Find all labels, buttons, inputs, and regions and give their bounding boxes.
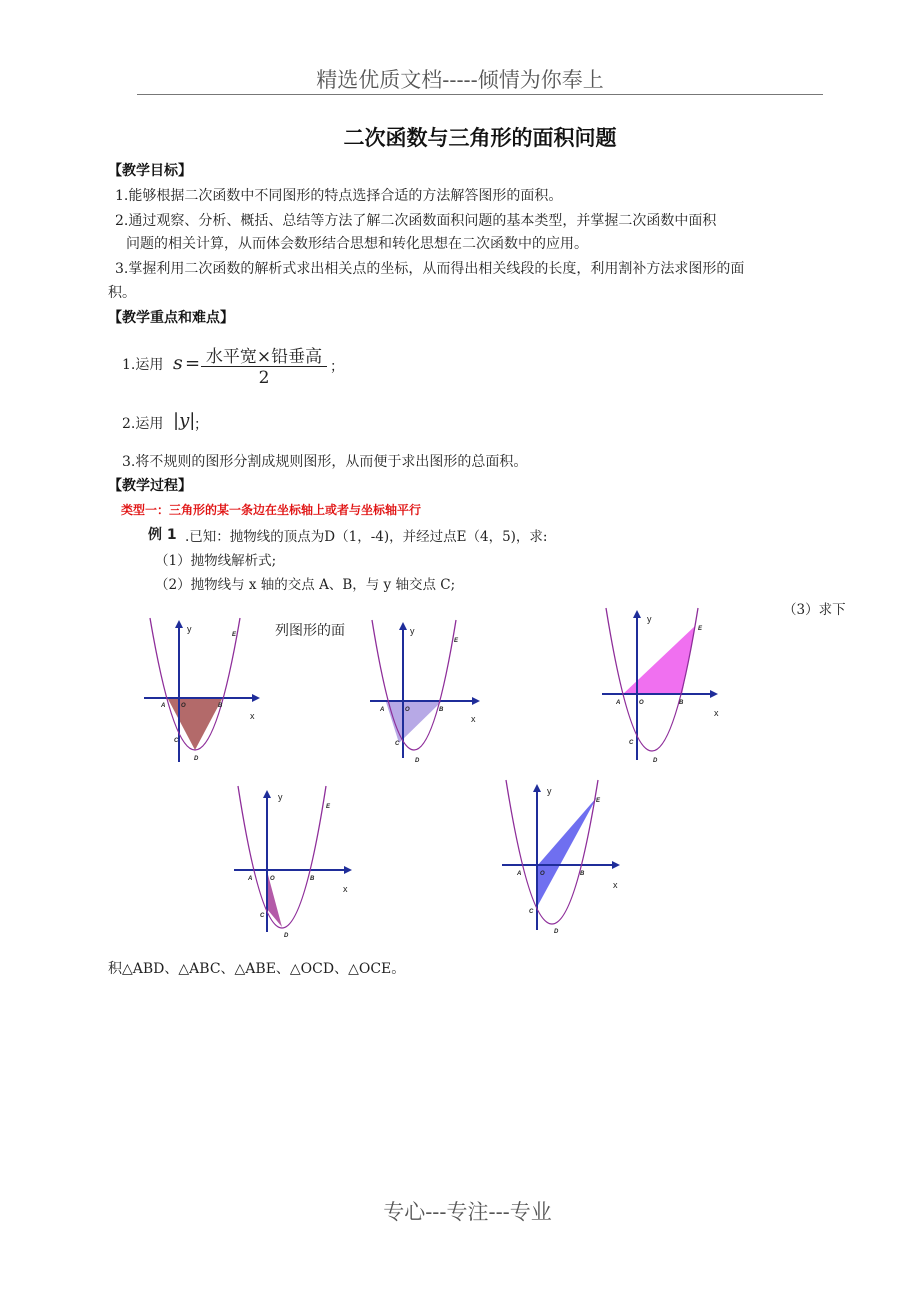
point-b-label: B bbox=[218, 703, 223, 709]
x-axis-arrow-icon bbox=[710, 690, 718, 698]
parabola-curve bbox=[238, 786, 326, 928]
point-c-label: C bbox=[629, 740, 634, 746]
y-axis-label: y bbox=[547, 786, 552, 796]
triangle-abe bbox=[622, 626, 695, 695]
point-o-label: O bbox=[540, 871, 545, 877]
graph-oce bbox=[498, 776, 628, 936]
keypoint-2-prefix: 2.运用 bbox=[122, 416, 164, 432]
point-e-label: E bbox=[326, 804, 331, 810]
x-axis-arrow-icon bbox=[252, 694, 260, 702]
document-title: 二次函数与三角形的面积问题 bbox=[343, 126, 617, 150]
formula-numerator: 水平宽×铅垂高 bbox=[205, 347, 323, 367]
question-1: （1）抛物线解析式; bbox=[155, 553, 277, 569]
point-c-label: C bbox=[395, 741, 400, 747]
question-3-part-3: 积△ABD、△ABC、△ABE、△OCD、△OCE。 bbox=[108, 961, 406, 977]
point-o-label: O bbox=[270, 876, 275, 882]
formula-denominator: 2 bbox=[258, 368, 270, 388]
keypoint-item-3: 3.将不规则的图形分割成规则图形，从而便于求出图形的总面积。 bbox=[122, 454, 528, 470]
x-axis-arrow-icon bbox=[344, 866, 352, 874]
point-a-label: A bbox=[161, 703, 166, 709]
point-c-label: C bbox=[174, 738, 179, 744]
question-3-part-2: 列图形的面 bbox=[275, 623, 345, 639]
point-d-label: D bbox=[554, 929, 559, 935]
keypoint-1-prefix: 1.运用 bbox=[122, 357, 164, 373]
point-d-label: D bbox=[653, 758, 658, 764]
point-o-label: O bbox=[405, 707, 410, 713]
page-footer: 专心---专注---专业 bbox=[383, 1200, 552, 1224]
header-divider bbox=[137, 94, 823, 95]
formula-equals: = bbox=[185, 353, 201, 374]
point-b-label: B bbox=[679, 700, 684, 706]
x-axis-label: x bbox=[250, 711, 255, 721]
point-e-label: E bbox=[232, 632, 237, 638]
graph-abd bbox=[140, 612, 270, 764]
question-2: （2）抛物线与 x 轴的交点 A、B，与 y 轴交点 C; bbox=[155, 577, 456, 593]
example-label: 例 1 bbox=[148, 527, 177, 543]
point-b-label: B bbox=[439, 707, 444, 713]
graph-abc bbox=[366, 612, 491, 764]
graph-ocd bbox=[230, 782, 360, 940]
point-d-label: D bbox=[194, 756, 199, 762]
point-a-label: A bbox=[517, 871, 522, 877]
objectives-heading: 【教学目标】 bbox=[108, 163, 192, 179]
point-o-label: O bbox=[639, 700, 644, 706]
x-axis-label: x bbox=[613, 880, 618, 890]
point-e-label: E bbox=[698, 626, 703, 632]
keypoint-2-suffix: ； bbox=[194, 417, 208, 433]
point-b-label: B bbox=[580, 871, 585, 877]
x-axis-label: x bbox=[343, 884, 348, 894]
point-a-label: A bbox=[248, 876, 253, 882]
keypoint-1-suffix: ； bbox=[330, 359, 344, 375]
objective-item-3-line-1: 3.掌握利用二次函数的解析式求出相关点的坐标，从而得出相关线段的长度，利用割补方法求图形的面 bbox=[115, 261, 745, 277]
question-3-part-1: （3）求下 bbox=[783, 602, 846, 618]
x-axis-arrow-icon bbox=[472, 697, 480, 705]
objective-item-3-line-2: 积。 bbox=[108, 285, 136, 301]
keypoints-heading: 【教学重点和难点】 bbox=[108, 310, 234, 326]
objective-item-2-line-1: 2.通过观察、分析、概括、总结等方法了解二次函数面积问题的基本类型，并掌握二次函数中面积 bbox=[115, 213, 717, 229]
point-e-label: E bbox=[596, 798, 601, 804]
formula-fraction-bar bbox=[201, 366, 327, 367]
objective-item-1: 1.能够根据二次函数中不同图形的特点选择合适的方法解答图形的面积。 bbox=[115, 188, 563, 204]
x-axis-label: x bbox=[714, 708, 719, 718]
y-axis-arrow-icon bbox=[633, 610, 641, 618]
formula-variable: s bbox=[173, 352, 183, 374]
example-text: .已知：抛物线的顶点为D（1，-4)，并经过点E（4，5)，求: bbox=[185, 529, 548, 545]
y-axis-label: y bbox=[647, 614, 652, 624]
point-o-label: O bbox=[181, 703, 186, 709]
objective-item-2-line-2: 问题的相关计算，从而体会数形结合思想和转化思想在二次函数中的应用。 bbox=[126, 236, 588, 252]
parabola-curve bbox=[372, 620, 456, 750]
point-c-label: C bbox=[529, 909, 534, 915]
point-a-label: A bbox=[380, 707, 385, 713]
y-axis-label: y bbox=[278, 792, 283, 802]
page-header: 精选优质文档-----倾情为你奉上 bbox=[316, 68, 604, 92]
graph-abe bbox=[598, 604, 726, 766]
y-axis-arrow-icon bbox=[263, 790, 271, 798]
y-axis-arrow-icon bbox=[399, 622, 407, 630]
point-e-label: E bbox=[454, 638, 459, 644]
point-a-label: A bbox=[616, 700, 621, 706]
point-d-label: D bbox=[415, 758, 420, 764]
x-axis-label: x bbox=[471, 714, 476, 724]
point-d-label: D bbox=[284, 933, 289, 939]
y-axis-label: y bbox=[187, 624, 192, 634]
point-c-label: C bbox=[260, 913, 265, 919]
triangle-oce bbox=[537, 797, 597, 907]
point-b-label: B bbox=[310, 876, 315, 882]
y-axis-label: y bbox=[410, 626, 415, 636]
x-axis-arrow-icon bbox=[612, 861, 620, 869]
process-heading: 【教学过程】 bbox=[108, 478, 192, 494]
y-axis-arrow-icon bbox=[175, 620, 183, 628]
y-axis-arrow-icon bbox=[533, 784, 541, 792]
abs-y-expression: |y| bbox=[173, 410, 196, 431]
type-one-heading: 类型一：三角形的某一条边在坐标轴上或者与坐标轴平行 bbox=[121, 503, 422, 517]
